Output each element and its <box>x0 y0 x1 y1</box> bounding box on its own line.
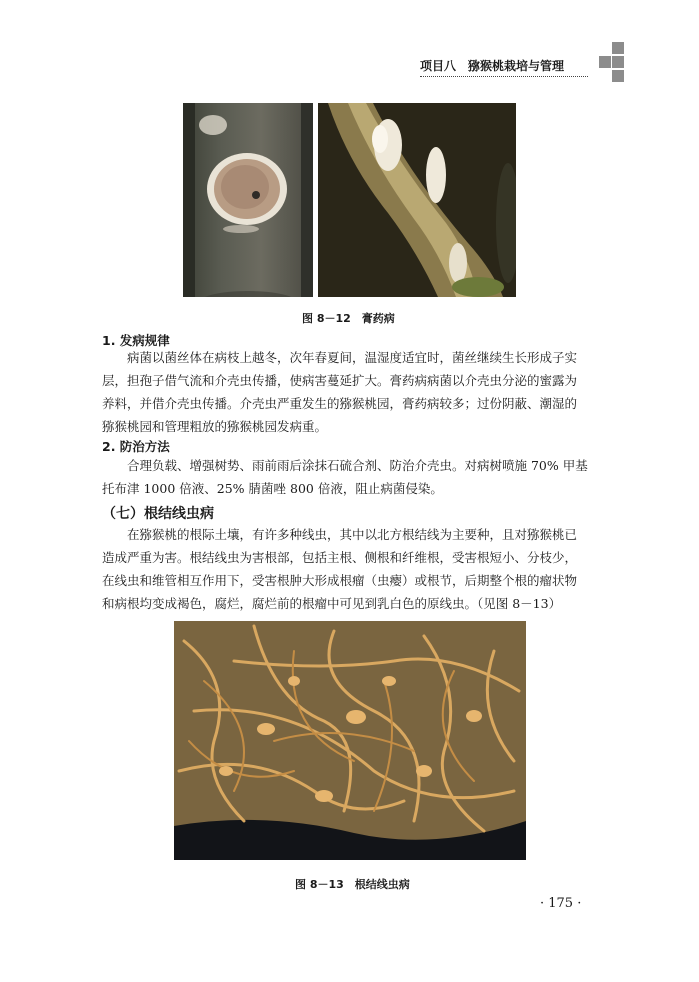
corner-decoration-block <box>599 56 611 68</box>
paragraph: 在猕猴桃的根际土壤，有许多种线虫，其中以北方根结线为主要种，且对猕猴桃已造成严重为害。根结线虫为害根部，包括主根、侧根和纤维根，受害根短小、分枝少，在线虫和维管相互作用下，受害根肿大形成根瘤（虫瘿）或根节，后期整个根的瘤状物和病根均变成褐色，腐烂，腐烂前的根瘤中可见到乳白色的原线虫。（见图 8－13） <box>102 527 578 611</box>
subsection-heading: 2. 防治方法 <box>102 439 170 454</box>
figure-caption: 图 8－13 根结线虫病 <box>295 878 410 891</box>
page-number: · 175 · <box>540 896 582 911</box>
running-header: 项目八 猕猴桃栽培与管理 <box>420 59 565 73</box>
figure-caption: 图 8－12 膏药病 <box>302 312 395 325</box>
paragraph: 合理负载、增强树势、雨前雨后涂抹石硫合剂、防治介壳虫。对病树喷施 70% 甲基托布津 1000 倍液、25% 腈菌唑 800 倍液，阻止病菌侵染。 <box>102 458 588 496</box>
corner-decoration-block <box>612 56 624 68</box>
corner-decoration-block <box>612 70 624 82</box>
root-knot-nematode-photo <box>174 621 526 860</box>
felt-fungus-trunk-photo <box>183 103 313 297</box>
paragraph: 病菌以菌丝体在病枝上越冬，次年春夏间，温湿度适宜时，菌丝继续生长形成子实层，担孢子借气流和介壳虫传播，使病害蔓延扩大。膏药病病菌以介壳虫分泌的蜜露为养料，并借介壳虫传播。介壳虫严重发生的猕猴桃园，膏药病较多；过份阴蔽、潮湿的猕猴桃园和管理粗放的猕猴桃园发病重。 <box>102 350 578 434</box>
corner-decoration-block <box>612 42 624 54</box>
felt-fungus-branch-photo <box>318 103 516 297</box>
header-rule <box>420 76 588 77</box>
section-heading: （七）根结线虫病 <box>102 506 214 522</box>
subsection-heading: 1. 发病规律 <box>102 333 170 348</box>
